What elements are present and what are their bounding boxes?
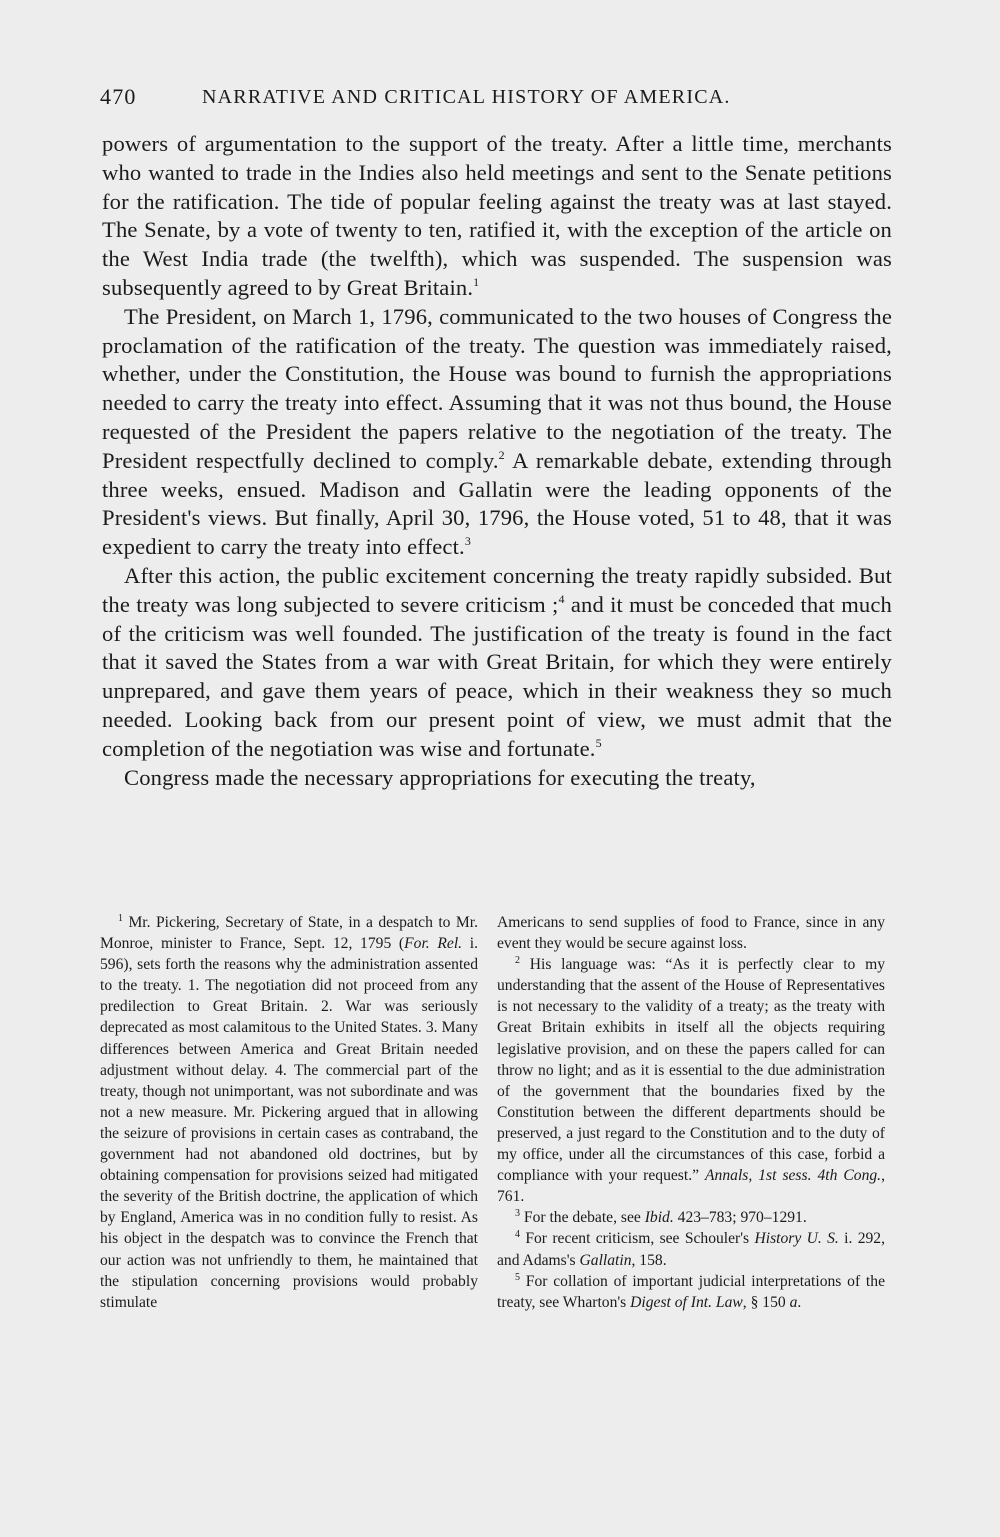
paragraph (102, 303, 892, 562)
footnote-text: . (797, 1293, 802, 1311)
footnote-ref: 2 (498, 447, 505, 462)
footnote-mark: 5 (515, 1271, 520, 1283)
running-header (100, 84, 892, 114)
paragraph-text: and it must be conceded that much of the criticism was well founded. The justification of the treaty is found in the fact that it saved the States from a war with Great Britain, for which they were entirely unprepared, and gave them years of peace, which in their weakness they so much needed. Looking back from our present point of view, we must admit that the completion of the negotiation was wise and fortunate. (102, 591, 892, 761)
footnote-citation: For. Rel. (404, 935, 463, 953)
footnote-mark: 2 (515, 955, 520, 967)
page-number: 470 (100, 84, 137, 109)
paragraph-text: Congress made the necessary appropriations for executing the treaty, (124, 764, 756, 790)
paragraph (102, 130, 892, 303)
footnote-mark: 1 (118, 913, 123, 924)
footnote-text: , § 150 (742, 1293, 790, 1311)
footnote-ref: 4 (558, 591, 565, 606)
paragraph-text: A remarkable debate, extending through three weeks, ensued. Madison and Gallatin were the leading opponents of the President's views. But finally, April 30, 1796, the House voted, 51 to 48, that it was expedient to carry the treaty into effect. (102, 447, 892, 560)
paragraph-text: The President, on March 1, 1796, communicated to the two houses of Congress the proclamation of the ratification of the treaty. The question was immediately raised, whether, under the Constitution, the House was bound to furnish the appropriations needed to carry the treaty into effect. Assuming that it was not thus bound, the House requested of the President the papers relative to the negotiation of the treaty. The President respectfully declined to comply. (102, 303, 892, 473)
footnote-ref: 1 (473, 274, 480, 289)
footnote-ref: 5 (595, 735, 602, 750)
paragraph-text: After this action, the public excitement concerning the treaty rapidly subsided. But the treaty was long subjected to severe criticism ; (102, 562, 892, 617)
footnote (100, 912, 478, 1313)
footnote-text: 423–783; 970–1291. (673, 1209, 807, 1227)
footnote (497, 1207, 885, 1228)
footnote-citation: Ibid. (644, 1209, 674, 1227)
paragraph (102, 764, 892, 793)
footnote-text: For the debate, see (520, 1209, 645, 1227)
footnote-citation: History U. S. (754, 1230, 839, 1248)
footnotes-right-column (497, 912, 885, 1313)
footnote (497, 1271, 885, 1313)
paragraph (102, 562, 892, 764)
footnote (497, 1228, 885, 1270)
footnote-continued: Americans to send supplies of food to France, since in any event they would be secure against loss. (497, 914, 885, 953)
main-text (102, 130, 892, 792)
footnote-citation: a (789, 1293, 798, 1311)
footnote-citation: Gallatin (579, 1251, 632, 1269)
footnotes-left-column (100, 912, 478, 1313)
footnote-citation: Annals, 1st sess. 4th Cong. (705, 1167, 882, 1185)
paragraph-text: powers of argumentation to the support of the treaty. After a little time, merchants who wanted to trade in the Indies also held meetings and sent to the Senate petitions for the ratification. The tide of popular feeling against the treaty was at last stayed. The Senate, by a vote of twenty to ten, ratified it, with the exception of the article on the West India trade (the twelfth), which was suspended. The suspension was subsequently agreed to by Great Britain. (102, 131, 892, 300)
footnote-text: For recent criticism, see Schouler's (520, 1230, 755, 1248)
footnote-mark: 4 (515, 1229, 520, 1241)
footnote-mark: 3 (515, 1208, 520, 1220)
footnote-text: His language was: “As it is perfectly clear to my understanding that the assent of the House of Representatives is not necessary to the validity of a treaty; as the treaty with Great Britain exhibits in itself all the objects requiring legislative provision, and on these the papers called for can throw no light; and as it is essential to the due administration of the government that the boundaries fixed by the Constitution between the different departments should be preserved, a just regard to the Constitution and to the duty of my office, under all the circumstances of this case, forbid a compliance with your request.” (497, 956, 885, 1185)
footnote-text: , 158. (631, 1251, 667, 1269)
footnote-text: i. 292, and Adams's (497, 1230, 885, 1269)
footnote (497, 954, 885, 1207)
running-title: NARRATIVE AND CRITICAL HISTORY OF AMERICA. (202, 86, 731, 108)
footnote-text: Mr. Pickering, Secretary of State, in a despatch to Mr. Monroe, minister to France, Sept. 12, 1795 ( (100, 914, 478, 953)
footnote-text: i. 596), sets forth the reasons why the administration assented to the treaty. 1. The negotiation did not proceed from any predilection to Great Britain. 2. War was seriously deprecated as most calamitous to the United States. 3. Many differences between America and Great Britain needed adjustment without delay. 4. The commercial part of the treaty, though not unimportant, was not subordinate and was not a new measure. Mr. Pickering argued that in allowing the seizure of provisions in certain cases as contraband, the government had not abandoned old doctrines, but by obtaining compensation for provisions seized had mitigated the severity of the British doctrine, the application of which by England, America was in no condition fully to resist. As his object in the despatch was to convince the French that our action was not unfriendly to them, he maintained that the stipulation concerning provisions would probably stimulate (100, 935, 478, 1311)
footnote-text: , 761. (497, 1167, 885, 1206)
footnote-text: For collation of important judicial interpretations of the treaty, see Wharton's (497, 1272, 885, 1311)
footnote-ref: 3 (464, 534, 471, 549)
footnote-citation: Digest of Int. Law (630, 1293, 743, 1311)
